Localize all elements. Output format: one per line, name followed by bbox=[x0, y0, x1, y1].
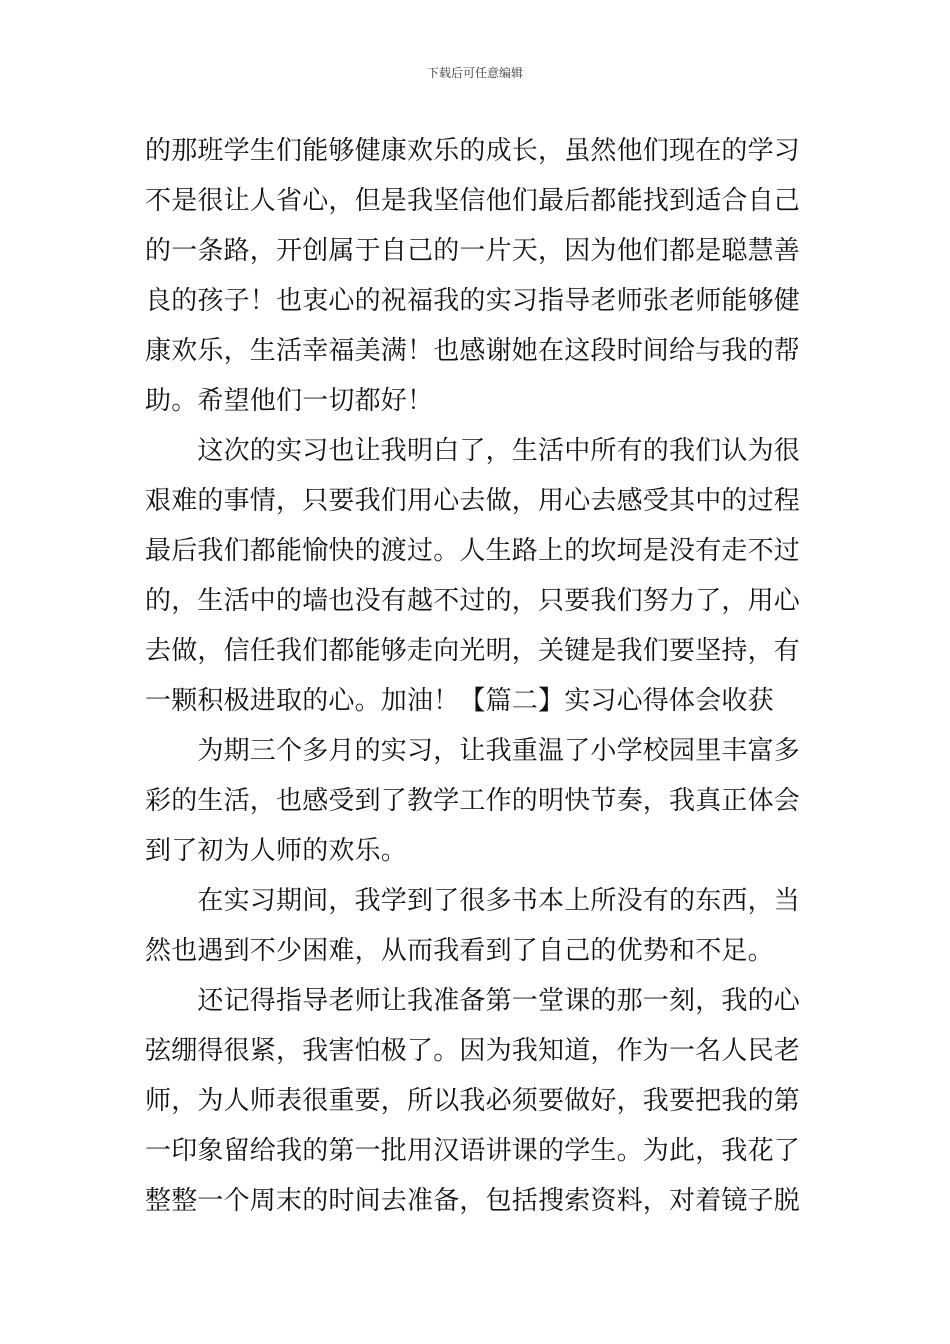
text-line: 一印象留给我的第一批用汉语讲课的学生。为此，我花了 bbox=[145, 1136, 801, 1166]
text-line: 然也遇到不少困难，从而我看到了自己的优势和不足。 bbox=[145, 936, 774, 966]
text-line: 在实习期间，我学到了很多书本上所没有的东西，当 bbox=[145, 886, 801, 916]
text-line: 去做，信任我们都能够走向光明，关键是我们要坚持，有 bbox=[145, 636, 801, 666]
text-line: 这次的实习也让我明白了，生活中所有的我们认为很 bbox=[145, 436, 801, 466]
text-line: 整整一个周末的时间去准备，包括搜索资料，对着镜子脱 bbox=[145, 1186, 801, 1216]
text-line: 为期三个多月的实习，让我重温了小学校园里丰富多 bbox=[145, 736, 801, 766]
text-line: 弦绷得很紧，我害怕极了。因为我知道，作为一名人民老 bbox=[145, 1036, 801, 1066]
text-line: 良的孩子！也衷心的祝福我的实习指导老师张老师能够健 bbox=[145, 286, 801, 316]
text-line: 艰难的事情，只要我们用心去做，用心去感受其中的过程 bbox=[145, 486, 801, 516]
text-line: 康欢乐，生活幸福美满！也感谢她在这段时间给与我的帮 bbox=[145, 336, 801, 366]
text-line: 最后我们都能愉快的渡过。人生路上的坎坷是没有走不过 bbox=[145, 536, 801, 566]
text-line: 不是很让人省心，但是我坚信他们最后都能找到适合自己 bbox=[145, 186, 801, 216]
document-body bbox=[145, 126, 805, 1226]
text-line: 的那班学生们能够健康欢乐的成长，虽然他们现在的学习 bbox=[145, 136, 801, 166]
text-line: 彩的生活，也感受到了教学工作的明快节奏，我真正体会 bbox=[145, 786, 801, 816]
text-line: 还记得指导老师让我准备第一堂课的那一刻，我的心 bbox=[145, 986, 801, 1016]
page-header-note: 下载后可任意编辑 bbox=[426, 66, 523, 80]
text-line: 一颗积极进取的心。加油！【篇二】实习心得体会收获 bbox=[145, 686, 774, 716]
text-line: 的，生活中的墙也没有越不过的，只要我们努力了，用心 bbox=[145, 586, 801, 616]
text-line: 到了初为人师的欢乐。 bbox=[145, 836, 408, 866]
text-line: 师，为人师表很重要，所以我必须要做好，我要把我的第 bbox=[145, 1086, 801, 1116]
text-line: 助。希望他们一切都好！ bbox=[145, 386, 434, 416]
text-line: 的一条路，开创属于自己的一片天，因为他们都是聪慧善 bbox=[145, 236, 801, 266]
